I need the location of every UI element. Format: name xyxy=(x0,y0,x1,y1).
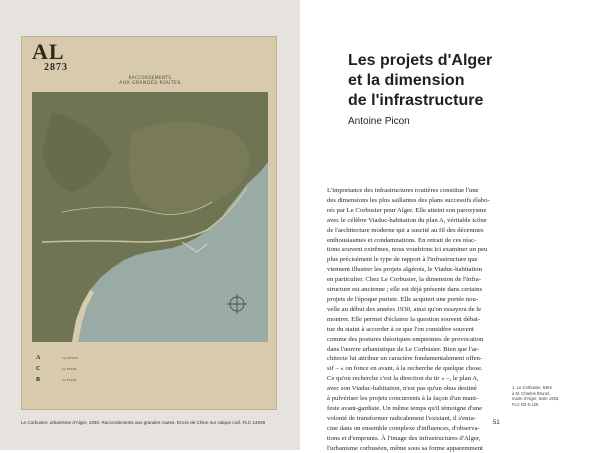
body-line: des dimensions les plus saillantes des plans successifs élabo- xyxy=(327,196,490,204)
chapter-title xyxy=(348,51,492,111)
legend-key: B xyxy=(36,377,41,383)
body-line: l'urbanisme corbuséen, même sous sa forme apparemment xyxy=(327,444,483,452)
plate-code: AL xyxy=(32,39,65,64)
body-line: feste avant-gardiste. Un même temps qu'il témoigne d'une xyxy=(327,404,483,412)
body-line: tions souvent extrêmes, nous voudrions ici examiner un peu xyxy=(327,246,488,254)
legend-key: C xyxy=(36,366,41,372)
legend-text: 1er ETAGE xyxy=(62,356,78,360)
plate-title-line2: AUX GRANDES ROUTES xyxy=(119,81,181,86)
body-line: avec le célèbre Viaduc-habitation du plan A, véritable icône xyxy=(327,216,487,224)
body-line: Ce qu'on recherche c'est la direction du tir » –, le plan A, xyxy=(327,375,479,383)
body-line: L'importance des infrastructures routières constitue l'une xyxy=(327,187,479,194)
title-line: et la dimension xyxy=(348,72,465,89)
body-line: tions et d'emprunts. À l'image des infrastructures d'Alger, xyxy=(327,434,481,442)
body-line: tue du statut à accorder à ce que l'on considère souvent xyxy=(327,325,474,333)
body-line: dans l'œuvre urbanistique de Le Corbusier. Bien que l'ar- xyxy=(327,345,480,353)
body-line: avec son Viaduc-habitation, n'est pas qu'un obus destiné xyxy=(327,385,477,393)
legend-text: 3e ETAGE xyxy=(62,378,77,382)
body-line: comme des postures théoriques empreintes de provocation xyxy=(327,335,484,343)
body-line: sif – « on fonce en avant, à la recherche de quelque chose. xyxy=(327,365,483,373)
body-line: à pulvériser les projets concurrents à la façon d'un mani- xyxy=(327,395,479,403)
body-line: enthousiasmes et condamnations. En retrait de ces réac- xyxy=(327,236,477,244)
body-line: cine dans un ensemble complexe d'influences, d'observa- xyxy=(327,424,480,432)
map-plate xyxy=(21,36,277,410)
body-line: viennent illustrer les projets algérois, le Viaduc-habitation xyxy=(327,266,482,274)
body-line: velle au début des années 1930, ainsi qu'on essayera de le xyxy=(327,305,482,313)
title-line: Les projets d'Alger xyxy=(348,52,493,69)
body-line: en particulier. Chez Le Corbusier, la dimension de l'infra- xyxy=(327,276,481,284)
body-line: plus précisément le type de rapport à l'infrastructure que xyxy=(327,256,478,264)
body-line: chitecte lui attribue un caractère fondamentalement offen- xyxy=(327,355,483,363)
left-page xyxy=(0,0,300,450)
right-page xyxy=(300,0,600,450)
body-text xyxy=(327,186,503,453)
page-number: 51 xyxy=(493,420,500,426)
body-line: volonté de transformer radicalement l'existant, il s'enra- xyxy=(327,414,476,422)
plate-title-line1: RACCORDEMENTS xyxy=(128,75,172,80)
plate-number: 2873 xyxy=(44,62,68,73)
body-line: rés par Le Corbusier pour Alger. Elle atteint son paroxysme xyxy=(327,206,487,214)
body-line: montrer. Elle permet d'éclairer la question souvent débat- xyxy=(327,315,481,323)
sidenote-line: FLC B3-5-129 xyxy=(512,402,539,408)
sidenote-line: à M. Charles Brunel, xyxy=(512,390,551,396)
title-line: de l'infrastructure xyxy=(348,92,484,109)
body-line: de l'architecture moderne qui a suscité au fil des décennies xyxy=(327,226,484,234)
sidenote-line: maire d'Alger, texte 1933, xyxy=(512,396,560,402)
sidenote xyxy=(512,385,582,408)
body-line: structure est ancienne ; elle est déjà présente dans certains xyxy=(327,286,483,294)
legend-key: A xyxy=(36,355,41,361)
algiers-map-drawing xyxy=(32,92,268,342)
figure-caption: Le Corbusier, urbanisme d'Alger, 1930. Raccordements aux grandes routes. Encre de Chine sur calque civil. FLC 14948 xyxy=(21,420,266,425)
sidenote-line: 1. Le Corbusier, lettre xyxy=(512,385,553,390)
body-line: projets de l'époque puriste. Elle acquiert une portée nou- xyxy=(327,295,479,303)
legend-text: 2e ETAGE xyxy=(62,367,77,371)
author-name: Antoine Picon xyxy=(348,116,410,127)
